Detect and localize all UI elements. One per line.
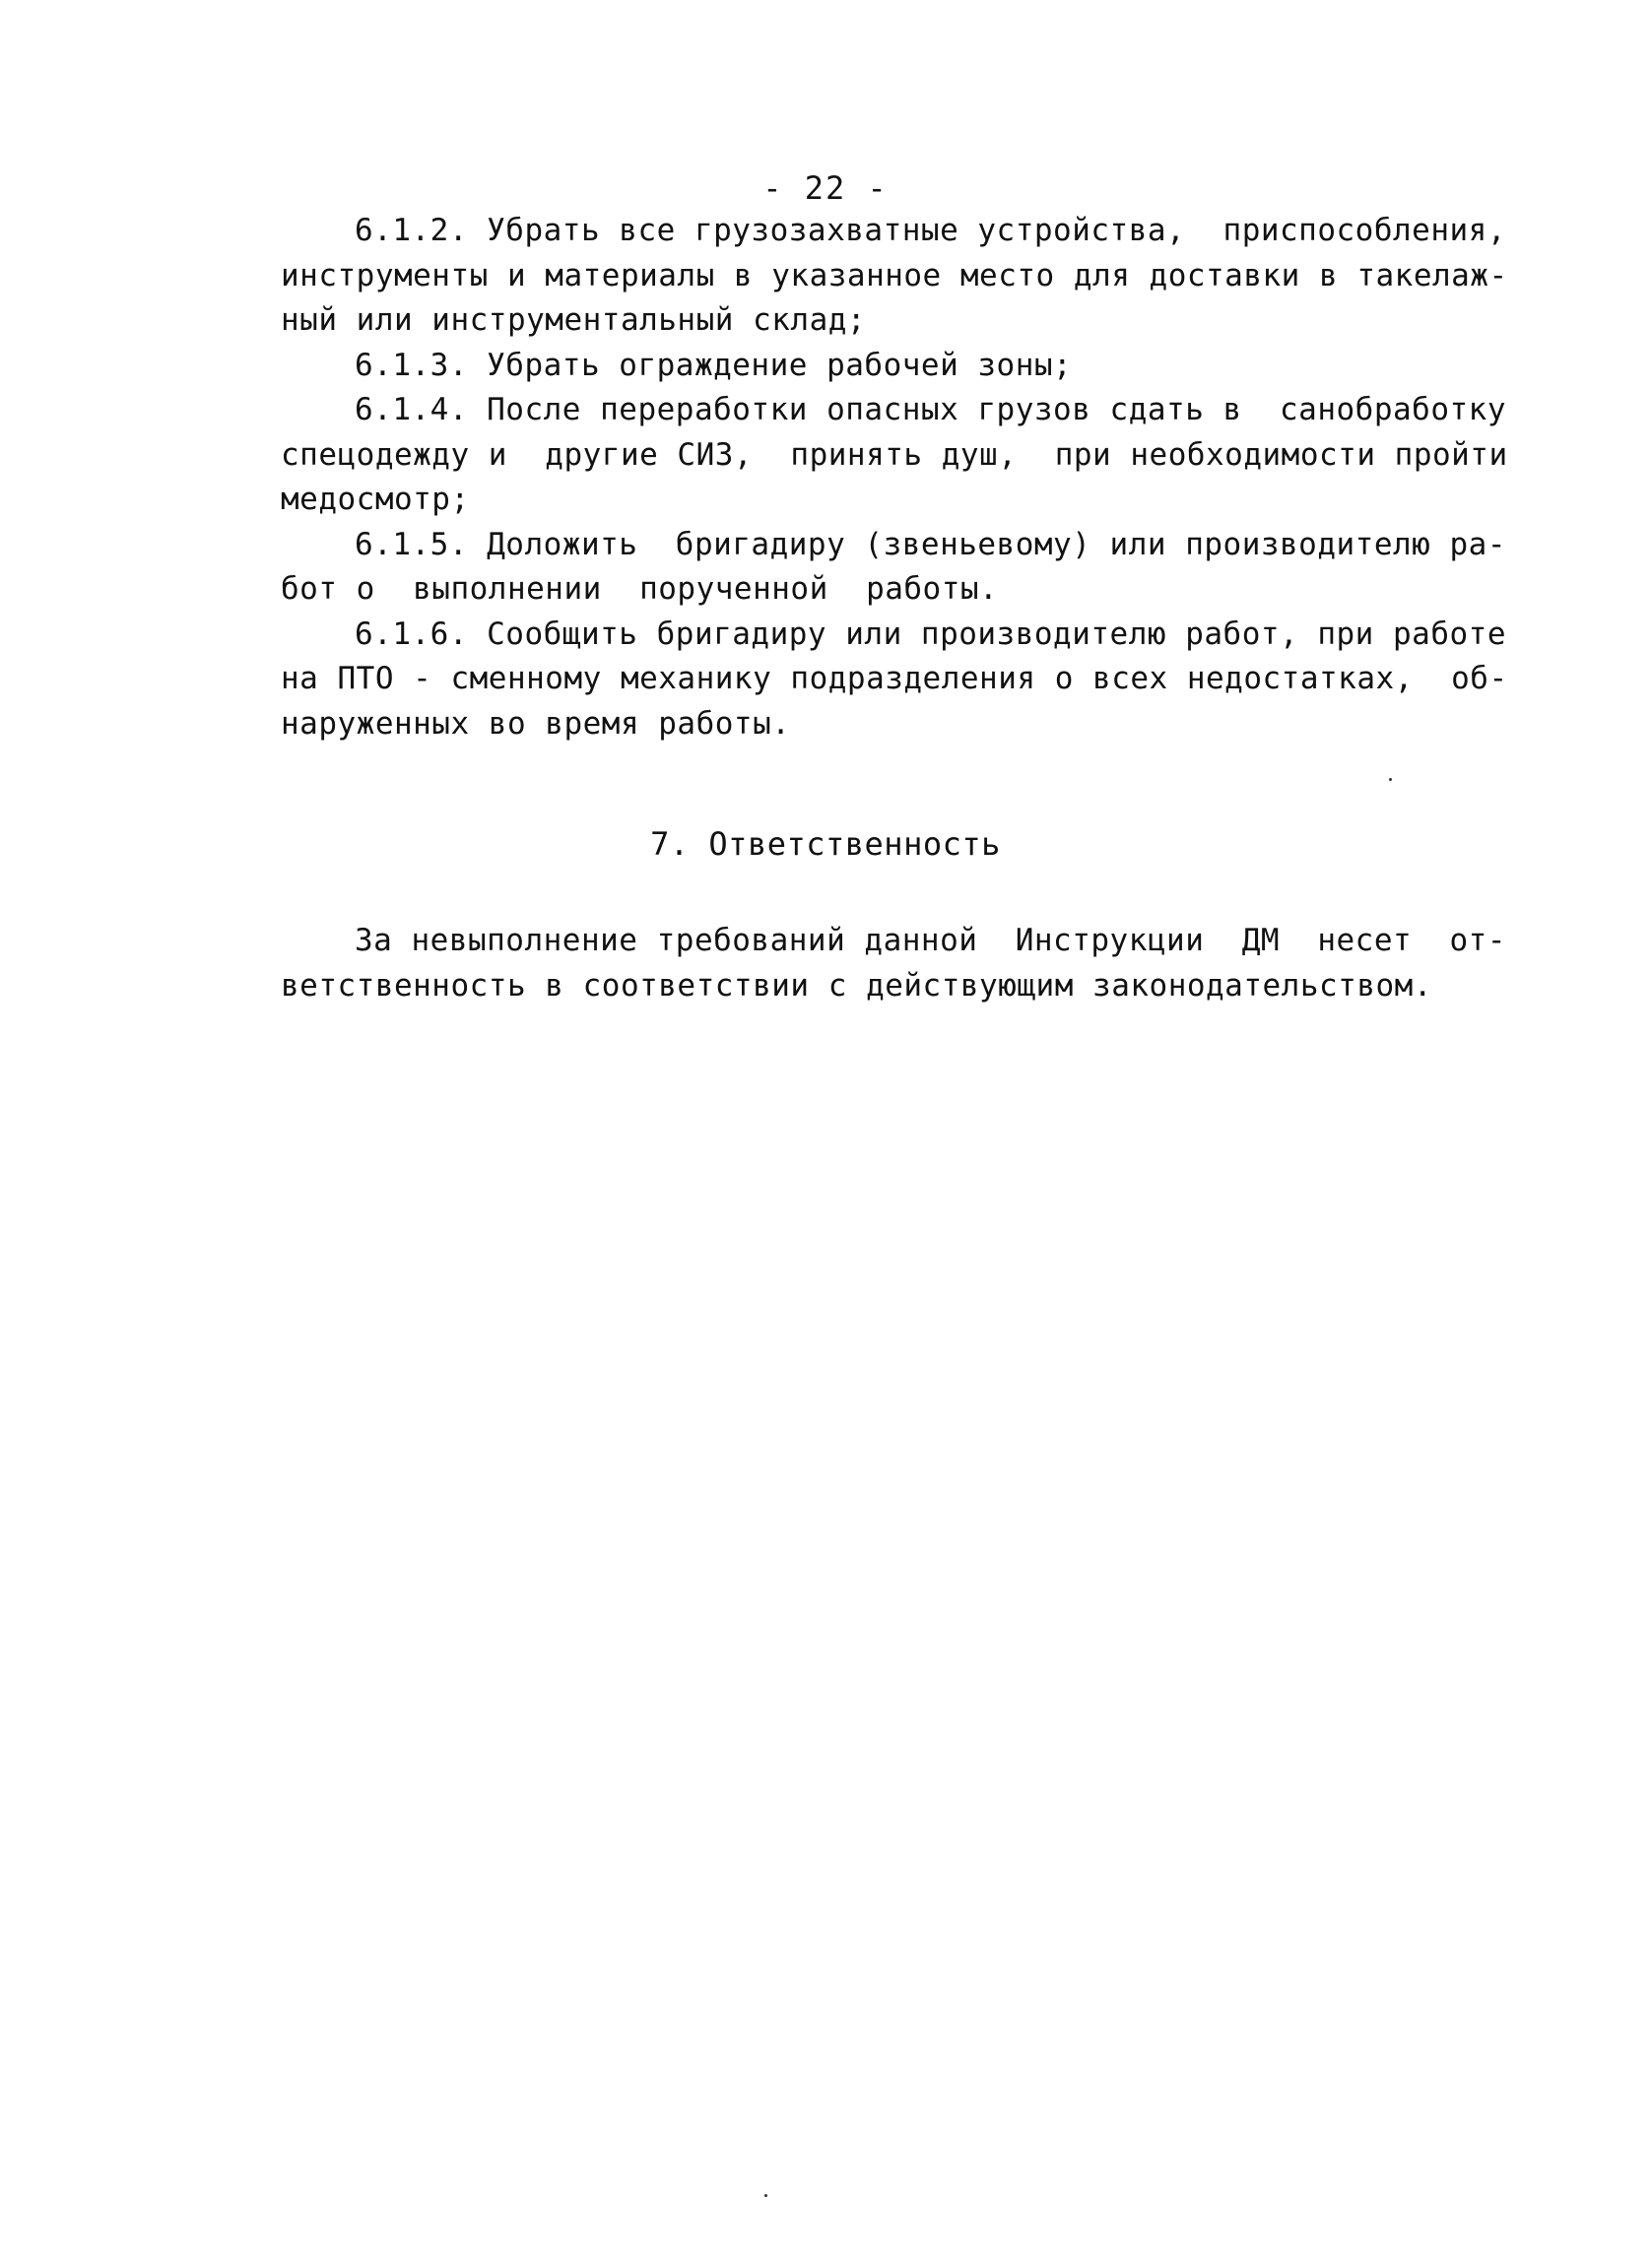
responsibility-paragraph: [281, 916, 1506, 1005]
paragraph-6-1-3: [281, 344, 1414, 389]
paragraph-line: 6.1.3. Убрать ограждение рабочей зоны;: [355, 347, 1073, 383]
instruction-paragraphs: [281, 209, 1508, 746]
paragraph-line: на ПТО - сменному механику подразделения о всех недостатках, об-: [281, 661, 1508, 696]
paragraph-line: 6.1.5. Доложить бригадиру (звеньевому) или производителю ра-: [355, 526, 1506, 562]
scan-speck: [764, 2194, 767, 2197]
paragraph-line: наруженных во время работы.: [281, 705, 791, 742]
paragraph-line: 6.1.4. После переработки опасных грузов сдать в санобработку: [355, 392, 1506, 427]
paragraph-line: 6.1.2. Убрать все грузозахватные устройства, приспособления,: [355, 213, 1506, 248]
paragraph-6-1-6: [281, 613, 1508, 747]
paragraph-line: За невыполнение требований данной Инструкции ДМ несет от-: [355, 923, 1506, 958]
paragraph-6-1-2: [281, 209, 1508, 344]
paragraph-line: 6.1.6. Сообщить бригадиру или производителю работ, при работе: [355, 616, 1506, 652]
section-title: 7. Ответственность: [650, 825, 1001, 863]
paragraph-line: медосмотр;: [281, 482, 470, 517]
paragraph-line: инструменты и материалы в указанное место для доставки в такелаж-: [281, 257, 1508, 293]
paragraph-line: спецодежду и другие СИЗ, принять душ, при необходимости пройти: [281, 436, 1508, 473]
paragraph-6-1-4: [281, 388, 1508, 523]
page-number: - 22 -: [762, 169, 889, 207]
paragraph-line: ветственность в соответствии с действующим законодательством.: [281, 967, 1432, 1004]
paragraph-line: ный или инструментальный склад;: [281, 302, 867, 338]
scan-speck: [1389, 778, 1392, 781]
paragraph-6-1-5: [281, 523, 1506, 613]
paragraph-line: бот о выполнении порученной работы.: [281, 571, 999, 607]
